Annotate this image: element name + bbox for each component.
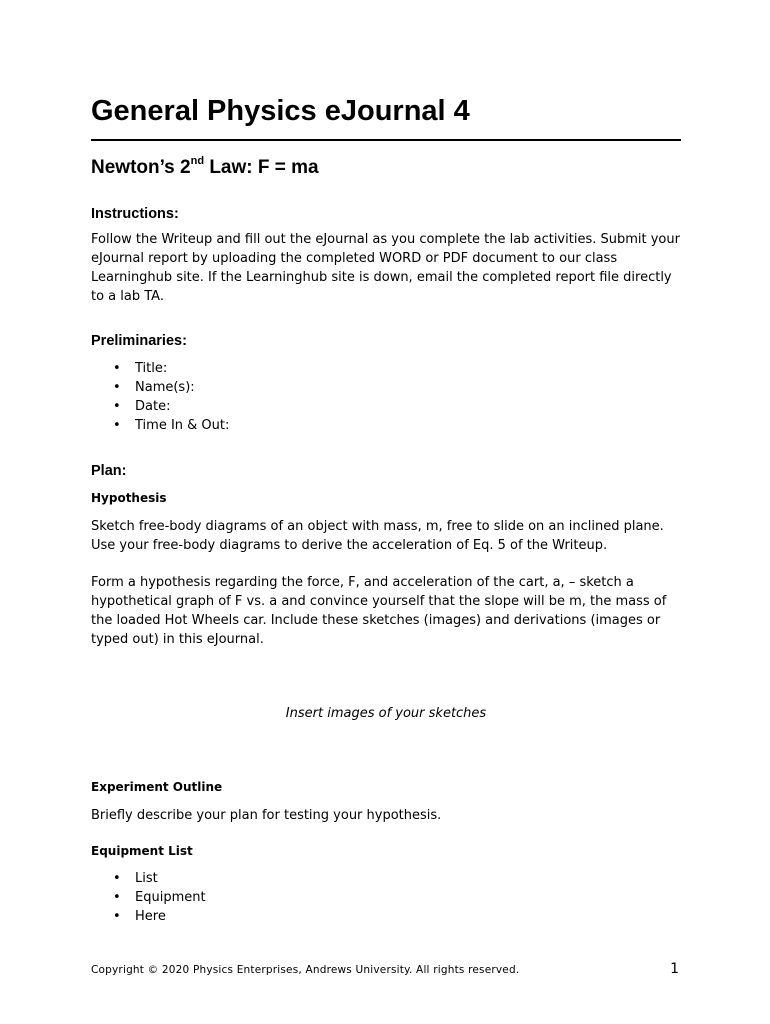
hypothesis-heading: Hypothesis [91,491,167,505]
list-item-label: Equipment [135,890,206,905]
hypothesis-paragraph-1: Sketch free-body diagrams of an object with mass, m, free to slide on an inclined plane. Use your free-body diagrams to derive the acceleration of Eq. 5 of the Writeup. [91,519,664,553]
list-item-label: Date: [135,399,171,414]
bullet-icon: • [113,871,121,886]
list-item-label: List [135,871,158,886]
document-title: General Physics eJournal 4 [91,92,681,141]
insert-images-placeholder: Insert images of your sketches [285,706,487,721]
subtitle-text-end: Law: F = ma [204,157,319,178]
list-item [91,359,681,378]
list-item-label: Title: [135,361,168,376]
bullet-icon: • [113,361,121,376]
equipment-list-heading: Equipment List [91,844,193,858]
experiment-outline-heading: Experiment Outline [91,780,223,794]
instructions-heading: Instructions: [91,206,179,222]
bullet-icon: • [113,399,121,414]
list-item [91,869,681,888]
document-subtitle [91,156,681,180]
document-body [91,92,681,926]
instructions-text: Follow the Writeup and fill out the eJournal as you complete the lab activities. Submit your eJournal report by uploading the completed WORD or PDF document to our class Learninghub site. If the Learninghub site is down, email the completed report file directly to a lab TA. [91,232,680,304]
plan-heading: Plan: [91,463,127,479]
preliminaries-heading: Preliminaries: [91,333,187,349]
hypothesis-paragraph-2: Form a hypothesis regarding the force, F, and acceleration of the cart, a, – sketch a hypothetical graph of F vs. a and convince yourself that the slope will be m, the mass of the loaded Hot Wheels car. Include these sketches (images) and derivations (images or typed out) in this eJournal. [91,575,667,647]
bullet-icon: • [113,909,121,924]
bullet-icon: • [113,418,121,433]
bullet-icon: • [113,380,121,395]
equipment-list [91,869,681,926]
list-item [91,397,681,416]
subtitle-superscript: nd [190,154,205,167]
page-number: 1 [670,961,679,977]
list-item [91,907,681,926]
list-item [91,416,681,435]
preliminaries-list [91,359,681,435]
list-item-label: Time In & Out: [135,418,230,433]
list-item-label: Name(s): [135,380,195,395]
list-item [91,888,681,907]
subtitle-text-start: Newton’s 2 [91,157,191,178]
list-item [91,378,681,397]
list-item-label: Here [135,909,166,924]
experiment-outline-text: Briefly describe your plan for testing your hypothesis. [91,808,442,823]
bullet-icon: • [113,890,121,905]
copyright-notice: Copyright © 2020 Physics Enterprises, Andrews University. All rights reserved. [91,964,520,976]
